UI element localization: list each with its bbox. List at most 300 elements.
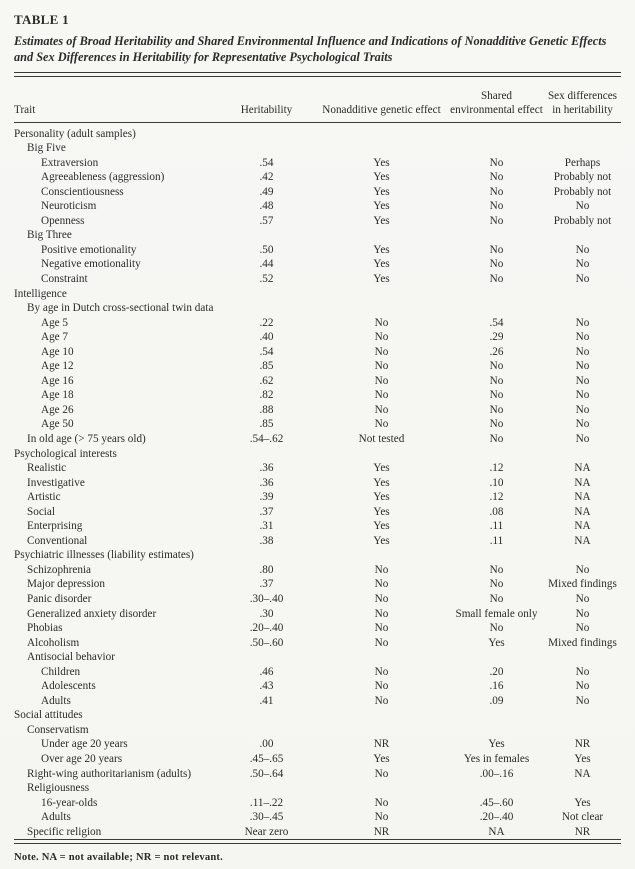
shared-cell: No bbox=[489, 243, 504, 256]
trait-cell: Intelligence bbox=[14, 287, 67, 300]
heritability-cell: .62 bbox=[259, 374, 274, 387]
heritability-cell: .38 bbox=[259, 534, 274, 547]
heritability-cell: .41 bbox=[259, 694, 274, 707]
trait-cell: Constraint bbox=[41, 272, 88, 285]
table-row bbox=[14, 156, 621, 171]
table-row bbox=[14, 767, 621, 782]
nonadditive-cell: No bbox=[374, 578, 389, 591]
shared-cell: .08 bbox=[489, 505, 504, 518]
sex-cell: No bbox=[575, 622, 590, 635]
nonadditive-cell: No bbox=[374, 767, 389, 780]
trait-cell: Age 16 bbox=[41, 374, 74, 387]
shared-cell: No bbox=[489, 563, 504, 576]
shared-cell: No bbox=[489, 403, 504, 416]
shared-cell: No bbox=[489, 622, 504, 635]
table-row bbox=[14, 577, 621, 592]
heritability-cell: .54 bbox=[259, 345, 274, 358]
trait-cell: Openness bbox=[41, 214, 85, 227]
trait-cell: Generalized anxiety disorder bbox=[27, 607, 157, 620]
table-row bbox=[14, 170, 621, 185]
trait-cell: Social bbox=[27, 505, 55, 518]
sex-cell: No bbox=[575, 563, 590, 576]
nonadditive-cell: Yes bbox=[373, 243, 390, 256]
nonadditive-cell: Yes bbox=[373, 505, 390, 518]
nonadditive-cell bbox=[314, 301, 449, 316]
table-caption: Estimates of Broad Heritability and Shared Environmental Influence and Indications of Nonadditive Genetic Effects and Sex Differences in Heritability for Representative Psychological Traits bbox=[14, 34, 607, 64]
shared-cell: No bbox=[489, 432, 504, 445]
table-row bbox=[14, 345, 621, 360]
heritability-cell: .44 bbox=[259, 258, 274, 271]
nonadditive-cell: No bbox=[374, 389, 389, 402]
table-row bbox=[14, 607, 621, 622]
heritability-cell: .54 bbox=[259, 156, 274, 169]
heritability-cell: .46 bbox=[259, 665, 274, 678]
trait-cell: Investigative bbox=[27, 476, 85, 489]
heritability-cell bbox=[219, 723, 314, 738]
table-row bbox=[14, 781, 621, 796]
trait-cell: Panic disorder bbox=[27, 593, 92, 605]
trait-cell: Major depression bbox=[27, 578, 105, 591]
nonadditive-cell bbox=[314, 781, 449, 796]
table-body bbox=[14, 123, 621, 840]
nonadditive-cell: No bbox=[374, 360, 389, 373]
nonadditive-cell: No bbox=[374, 331, 389, 344]
heritability-cell: .85 bbox=[259, 418, 274, 431]
shared-cell: No bbox=[489, 258, 504, 271]
nonadditive-cell: NR bbox=[373, 738, 390, 751]
trait-cell: Alcoholism bbox=[27, 636, 80, 649]
note-text: NA = not available; NR = not relevant. bbox=[41, 852, 224, 864]
sex-cell: NA bbox=[574, 476, 591, 489]
heritability-cell: .30 bbox=[259, 607, 274, 620]
nonadditive-cell bbox=[314, 287, 449, 302]
trait-cell: Age 5 bbox=[41, 316, 69, 329]
nonadditive-cell: Yes bbox=[373, 462, 390, 475]
nonadditive-cell: Yes bbox=[373, 491, 390, 504]
table-row bbox=[14, 330, 621, 345]
sex-cell: Probably not bbox=[553, 171, 612, 184]
heritability-cell: .30–.45 bbox=[249, 811, 284, 824]
shared-cell: Small female only bbox=[455, 607, 538, 620]
table-row bbox=[14, 548, 621, 563]
heritability-cell: .48 bbox=[259, 200, 274, 213]
shared-cell: .26 bbox=[489, 345, 504, 358]
table-row bbox=[14, 679, 621, 694]
col-header-trait: Trait bbox=[14, 77, 219, 123]
nonadditive-cell: No bbox=[374, 593, 389, 605]
heritability-cell bbox=[219, 301, 314, 316]
trait-cell: Under age 20 years bbox=[41, 738, 128, 751]
trait-cell: Psychological interests bbox=[14, 447, 117, 460]
shared-cell: Yes in females bbox=[463, 753, 530, 766]
sex-cell: NA bbox=[574, 520, 591, 533]
nonadditive-cell: No bbox=[374, 316, 389, 329]
heritability-cell: .82 bbox=[259, 389, 274, 402]
nonadditive-cell: Yes bbox=[373, 258, 390, 271]
nonadditive-cell bbox=[314, 548, 449, 563]
shared-cell: .45–.60 bbox=[479, 796, 514, 809]
shared-cell: .29 bbox=[489, 331, 504, 344]
sex-cell: No bbox=[575, 418, 590, 431]
sex-cell bbox=[544, 228, 621, 243]
shared-cell: .12 bbox=[489, 491, 504, 504]
sex-cell: NA bbox=[574, 491, 591, 504]
shared-cell: No bbox=[489, 200, 504, 213]
shared-cell: No bbox=[489, 171, 504, 184]
sex-cell: No bbox=[575, 593, 590, 605]
col-header-nonadditive-genetic-effect: Nonadditive genetic effect bbox=[314, 77, 449, 123]
table-row bbox=[14, 287, 621, 302]
sex-cell: No bbox=[575, 607, 590, 620]
table-row bbox=[14, 301, 621, 316]
trait-cell: Positive emotionality bbox=[41, 243, 137, 256]
heritability-cell: .54–.62 bbox=[249, 432, 284, 445]
sex-cell: No bbox=[575, 316, 590, 329]
shared-cell: No bbox=[489, 156, 504, 169]
nonadditive-cell: Yes bbox=[373, 200, 390, 213]
sex-cell: No bbox=[575, 331, 590, 344]
heritability-table bbox=[14, 77, 621, 839]
table-row bbox=[14, 708, 621, 723]
nonadditive-cell: No bbox=[374, 636, 389, 649]
sex-cell: No bbox=[575, 374, 590, 387]
table-row bbox=[14, 214, 621, 229]
heritability-cell bbox=[219, 141, 314, 156]
nonadditive-cell: Yes bbox=[373, 753, 390, 766]
trait-cell: Age 10 bbox=[41, 345, 74, 358]
table-row bbox=[14, 490, 621, 505]
heritability-cell bbox=[219, 650, 314, 665]
sex-cell bbox=[544, 548, 621, 563]
shared-cell: .16 bbox=[489, 680, 504, 693]
table-row bbox=[14, 694, 621, 709]
table-row bbox=[14, 476, 621, 491]
table-row bbox=[14, 461, 621, 476]
nonadditive-cell: No bbox=[374, 607, 389, 620]
trait-cell: Antisocial behavior bbox=[27, 651, 115, 664]
heritability-cell: .11–.22 bbox=[249, 796, 284, 809]
nonadditive-cell bbox=[314, 228, 449, 243]
note-label: Note. bbox=[14, 852, 39, 864]
nonadditive-cell bbox=[314, 650, 449, 665]
table-row bbox=[14, 141, 621, 156]
nonadditive-cell: Yes bbox=[373, 272, 390, 285]
shared-cell: No bbox=[489, 272, 504, 285]
sex-cell: Mixed findings bbox=[548, 636, 617, 649]
heritability-cell bbox=[219, 447, 314, 462]
heritability-cell: .37 bbox=[259, 505, 274, 518]
sex-cell: Perhaps bbox=[564, 156, 601, 169]
col-header-sex-differences-in-heritability: Sex differences in heritability bbox=[544, 77, 621, 123]
sex-cell: NA bbox=[574, 505, 591, 518]
table-row bbox=[14, 199, 621, 214]
trait-cell: Negative emotionality bbox=[41, 258, 141, 271]
nonadditive-cell: No bbox=[374, 403, 389, 416]
table-row bbox=[14, 272, 621, 287]
trait-cell: Adults bbox=[41, 811, 71, 824]
nonadditive-cell bbox=[314, 447, 449, 462]
trait-cell: Children bbox=[41, 665, 81, 678]
heritability-cell: .22 bbox=[259, 316, 274, 329]
sex-cell: No bbox=[575, 345, 590, 358]
shared-cell: No bbox=[489, 374, 504, 387]
shared-cell bbox=[449, 447, 544, 462]
sex-cell: No bbox=[575, 680, 590, 693]
heritability-cell: .50–.60 bbox=[249, 636, 284, 649]
shared-cell bbox=[449, 708, 544, 723]
sex-cell bbox=[544, 301, 621, 316]
heritability-cell: .88 bbox=[259, 403, 274, 416]
heritability-cell: .40 bbox=[259, 331, 274, 344]
sex-cell: No bbox=[575, 389, 590, 402]
heritability-cell bbox=[219, 287, 314, 302]
trait-cell: Conscientiousness bbox=[41, 185, 124, 198]
shared-cell: Yes bbox=[488, 738, 505, 751]
table-row bbox=[14, 592, 621, 607]
heritability-cell: .80 bbox=[259, 563, 274, 576]
trait-cell: Personality (adult samples) bbox=[14, 127, 136, 140]
table-note bbox=[14, 852, 621, 863]
shared-cell: No bbox=[489, 185, 504, 198]
heritability-cell: .39 bbox=[259, 491, 274, 504]
nonadditive-cell bbox=[314, 708, 449, 723]
nonadditive-cell: Yes bbox=[373, 214, 390, 227]
shared-cell: .10 bbox=[489, 476, 504, 489]
trait-cell: Religiousness bbox=[27, 782, 90, 795]
table-row bbox=[14, 447, 621, 462]
sex-cell: No bbox=[575, 403, 590, 416]
sex-cell: No bbox=[575, 360, 590, 373]
sex-cell: NA bbox=[574, 462, 591, 475]
heritability-cell: .20–.40 bbox=[249, 622, 284, 635]
sex-cell: NR bbox=[574, 738, 591, 751]
heritability-cell: .45–.65 bbox=[249, 753, 284, 766]
table-row bbox=[14, 257, 621, 272]
sex-cell bbox=[544, 650, 621, 665]
shared-cell: Yes bbox=[488, 636, 505, 649]
nonadditive-cell: Yes bbox=[373, 171, 390, 184]
nonadditive-cell: Yes bbox=[373, 156, 390, 169]
shared-cell bbox=[449, 301, 544, 316]
table-row bbox=[14, 417, 621, 432]
table-row bbox=[14, 316, 621, 331]
sex-cell: No bbox=[575, 200, 590, 213]
nonadditive-cell: No bbox=[374, 665, 389, 678]
nonadditive-cell bbox=[314, 141, 449, 156]
table-row bbox=[14, 752, 621, 767]
shared-cell bbox=[449, 650, 544, 665]
trait-cell: Conventional bbox=[27, 534, 88, 547]
shared-cell: .20–.40 bbox=[479, 811, 514, 824]
heritability-cell bbox=[219, 228, 314, 243]
sex-cell: No bbox=[575, 258, 590, 271]
table-row bbox=[14, 228, 621, 243]
table-row bbox=[14, 185, 621, 200]
bottom-double-rule bbox=[14, 839, 621, 844]
heritability-cell bbox=[219, 781, 314, 796]
table-row bbox=[14, 243, 621, 258]
trait-cell: Age 50 bbox=[41, 418, 74, 431]
nonadditive-cell: No bbox=[374, 374, 389, 387]
trait-cell: Over age 20 years bbox=[41, 753, 123, 766]
nonadditive-cell: Yes bbox=[373, 476, 390, 489]
table-row bbox=[14, 388, 621, 403]
trait-cell: Enterprising bbox=[27, 520, 83, 533]
nonadditive-cell: No bbox=[374, 680, 389, 693]
trait-cell: Conservatism bbox=[27, 723, 89, 736]
trait-cell: Neuroticism bbox=[41, 200, 97, 213]
trait-cell: Right-wing authoritarianism (adults) bbox=[27, 767, 192, 780]
sex-cell: No bbox=[575, 432, 590, 445]
table-row bbox=[14, 403, 621, 418]
trait-cell: Adults bbox=[41, 694, 71, 707]
heritability-cell: .52 bbox=[259, 272, 274, 285]
heritability-cell: .50–.64 bbox=[249, 767, 284, 780]
sex-cell: NR bbox=[574, 825, 591, 838]
sex-cell: Probably not bbox=[553, 214, 612, 227]
trait-cell: Social attitudes bbox=[14, 709, 83, 722]
nonadditive-cell bbox=[314, 723, 449, 738]
heritability-cell: .36 bbox=[259, 476, 274, 489]
shared-cell: .00–.16 bbox=[479, 767, 514, 780]
shared-cell: No bbox=[489, 578, 504, 591]
trait-cell: Realistic bbox=[27, 462, 67, 475]
heritability-cell: .42 bbox=[259, 171, 274, 184]
heritability-cell bbox=[219, 548, 314, 563]
sex-cell: Yes bbox=[574, 796, 591, 809]
table-row bbox=[14, 432, 621, 447]
shared-cell: No bbox=[489, 418, 504, 431]
sex-cell: Probably not bbox=[553, 185, 612, 198]
nonadditive-cell: Yes bbox=[373, 520, 390, 533]
shared-cell bbox=[449, 127, 544, 142]
heritability-cell: .50 bbox=[259, 243, 274, 256]
shared-cell bbox=[449, 723, 544, 738]
table-row bbox=[14, 127, 621, 142]
shared-cell: .54 bbox=[489, 316, 504, 329]
shared-cell: .11 bbox=[489, 520, 504, 533]
nonadditive-cell bbox=[314, 127, 449, 142]
heritability-cell: .43 bbox=[259, 680, 274, 693]
table-row bbox=[14, 563, 621, 578]
table-row bbox=[14, 825, 621, 840]
heritability-cell: .31 bbox=[259, 520, 274, 533]
trait-cell: Age 7 bbox=[41, 331, 69, 344]
shared-cell: No bbox=[489, 214, 504, 227]
heritability-cell bbox=[219, 708, 314, 723]
table-row bbox=[14, 810, 621, 825]
heritability-cell: .57 bbox=[259, 214, 274, 227]
sex-cell: Not clear bbox=[561, 811, 604, 824]
table-row bbox=[14, 534, 621, 549]
shared-cell bbox=[449, 548, 544, 563]
sex-cell: No bbox=[575, 243, 590, 256]
heritability-cell: .36 bbox=[259, 462, 274, 475]
sex-cell: NA bbox=[574, 767, 591, 780]
sex-cell bbox=[544, 781, 621, 796]
sex-cell bbox=[544, 708, 621, 723]
nonadditive-cell: Not tested bbox=[358, 432, 405, 445]
col-header-heritability: Heritability bbox=[219, 77, 314, 123]
table-row bbox=[14, 359, 621, 374]
table-row bbox=[14, 796, 621, 811]
table-row bbox=[14, 636, 621, 651]
heritability-cell: .00 bbox=[259, 738, 274, 751]
trait-cell: By age in Dutch cross-sectional twin data bbox=[27, 302, 214, 315]
trait-cell: Adolescents bbox=[41, 680, 96, 693]
trait-cell: Specific religion bbox=[27, 825, 102, 838]
shared-cell: NA bbox=[488, 825, 505, 838]
shared-cell: No bbox=[489, 593, 504, 605]
nonadditive-cell: No bbox=[374, 418, 389, 431]
table-row bbox=[14, 737, 621, 752]
heritability-cell bbox=[219, 127, 314, 142]
sex-cell bbox=[544, 723, 621, 738]
shared-cell: .09 bbox=[489, 694, 504, 707]
shared-cell: .20 bbox=[489, 665, 504, 678]
nonadditive-cell: No bbox=[374, 345, 389, 358]
trait-cell: Extraversion bbox=[41, 156, 99, 169]
table-row bbox=[14, 374, 621, 389]
nonadditive-cell: No bbox=[374, 622, 389, 635]
sex-cell: No bbox=[575, 272, 590, 285]
header-row bbox=[14, 77, 621, 123]
shared-cell: No bbox=[489, 389, 504, 402]
shared-cell: No bbox=[489, 360, 504, 373]
trait-cell: Age 12 bbox=[41, 360, 74, 373]
sex-cell bbox=[544, 127, 621, 142]
table-label: TABLE 1 bbox=[14, 12, 69, 27]
trait-cell: Psychiatric illnesses (liability estimates) bbox=[14, 549, 194, 562]
heritability-cell: .85 bbox=[259, 360, 274, 373]
nonadditive-cell: No bbox=[374, 694, 389, 707]
trait-cell: Agreeableness (aggression) bbox=[41, 171, 165, 184]
heritability-cell: .37 bbox=[259, 578, 274, 591]
shared-cell bbox=[449, 287, 544, 302]
sex-cell: NA bbox=[574, 534, 591, 547]
shared-cell bbox=[449, 781, 544, 796]
trait-cell: Age 18 bbox=[41, 389, 74, 402]
trait-cell: Phobias bbox=[27, 622, 63, 635]
nonadditive-cell: No bbox=[374, 563, 389, 576]
shared-cell: .11 bbox=[489, 534, 504, 547]
trait-cell: Big Five bbox=[27, 142, 66, 155]
table-row bbox=[14, 621, 621, 636]
nonadditive-cell: No bbox=[374, 796, 389, 809]
nonadditive-cell: Yes bbox=[373, 185, 390, 198]
shared-cell: .12 bbox=[489, 462, 504, 475]
table-row bbox=[14, 519, 621, 534]
nonadditive-cell: No bbox=[374, 811, 389, 824]
table-row bbox=[14, 650, 621, 665]
table-row bbox=[14, 505, 621, 520]
sex-cell bbox=[544, 447, 621, 462]
trait-cell: Big Three bbox=[27, 229, 72, 242]
sex-cell: Mixed findings bbox=[548, 578, 617, 591]
trait-cell: In old age (> 75 years old) bbox=[27, 432, 146, 445]
nonadditive-cell: Yes bbox=[373, 534, 390, 547]
heritability-cell: .49 bbox=[259, 185, 274, 198]
table-row bbox=[14, 723, 621, 738]
trait-cell: Age 26 bbox=[41, 403, 74, 416]
shared-cell bbox=[449, 141, 544, 156]
heritability-cell: Near zero bbox=[244, 825, 289, 838]
trait-cell: 16-year-olds bbox=[41, 796, 98, 809]
trait-cell: Artistic bbox=[27, 491, 61, 504]
heritability-cell: .30–.40 bbox=[249, 593, 284, 605]
sex-cell: No bbox=[575, 694, 590, 707]
sex-cell bbox=[544, 141, 621, 156]
